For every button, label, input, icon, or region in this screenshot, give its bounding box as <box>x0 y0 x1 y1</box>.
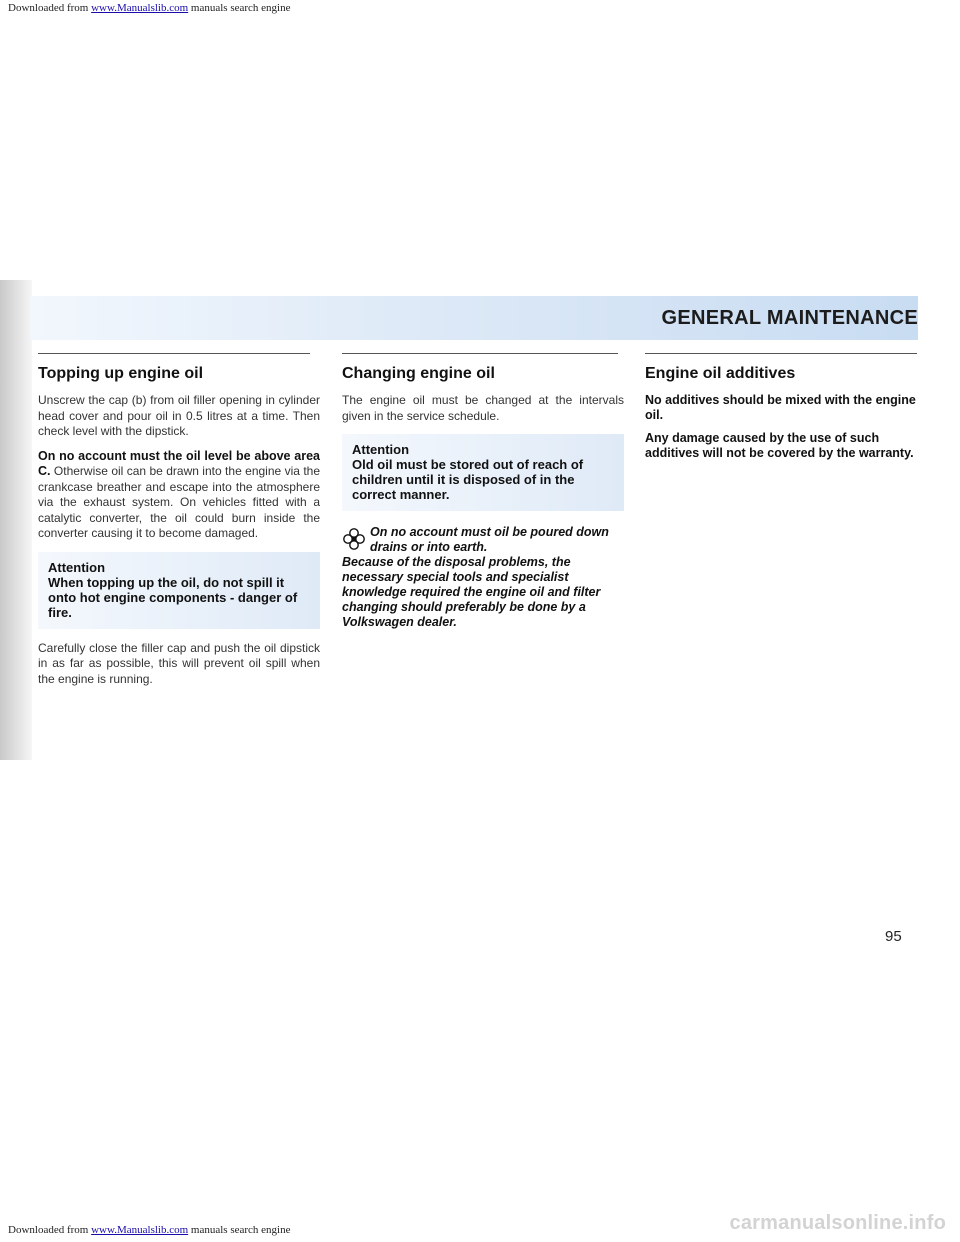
rule-col-3 <box>645 353 917 354</box>
additives-heading: Engine oil additives <box>645 365 796 382</box>
eco-text-2: Because of the disposal problems, the necessary special tools and specialist knowledge required the engine oil and filter changing should preferably be done by a Volkswagen dealer. <box>342 555 601 629</box>
additives-para-2: Any damage caused by the use of such additives will not be covered by the warranty. <box>645 431 914 460</box>
page-edge-shadow <box>0 280 32 760</box>
section-title: GENERAL MAINTENANCE <box>661 307 918 329</box>
footer-watermark: carmanualsonline.info <box>729 1212 946 1234</box>
changing-para-1: The engine oil must be changed at the intervals given in the service schedule. <box>342 393 624 423</box>
top-watermark <box>8 2 290 14</box>
topping-up-para-2 <box>38 449 320 542</box>
bottom-watermark <box>8 1224 290 1236</box>
watermark-prefix: Downloaded from <box>8 2 92 14</box>
column-topping-up <box>38 365 320 696</box>
eco-text-1: On no account must oil be poured down drains or into earth. <box>370 525 609 554</box>
oil-level-warning: On no account must the oil level be above area C. <box>38 448 320 478</box>
manualslib-link[interactable]: www.Manualslib.com <box>91 2 189 14</box>
oil-level-explanation: Otherwise oil can be drawn into the engine via the crankcase breather and escape into the atmosphere via the exhaust system. On vehicles fitted with a catalytic converter, the oil could burn inside the converter causing it to become damaged. <box>38 464 320 540</box>
additives-para-1: No additives should be mixed with the engine oil. <box>645 393 916 422</box>
watermark-prefix: Downloaded from <box>8 1224 92 1236</box>
page-number: 95 <box>885 928 902 945</box>
topping-up-para-3: Carefully close the filler cap and push the oil dipstick in as far as possible, this will prevent oil spill when the engine is running. <box>38 640 320 686</box>
topping-up-para-1: Unscrew the cap (b) from oil filler opening in cylinder head cover and pour oil in 0.5 litres at a time. Then check level with the dipstick. <box>38 393 320 438</box>
rule-col-2 <box>342 353 618 354</box>
attention-box-children <box>342 434 624 511</box>
attention-title: Attention <box>352 442 410 457</box>
attention-title: Attention <box>48 559 106 575</box>
eco-flower-icon <box>342 527 366 551</box>
column-additives <box>645 365 927 469</box>
manualslib-link[interactable]: www.Manualslib.com <box>91 1224 189 1236</box>
watermark-suffix: manuals search engine <box>188 2 291 14</box>
watermark-suffix: manuals search engine <box>188 1224 291 1236</box>
attention-text: When topping up the oil, do not spill it onto hot engine components - danger of fire. <box>48 574 298 620</box>
attention-box-fire <box>38 552 320 629</box>
topping-up-heading: Topping up engine oil <box>38 365 204 382</box>
changing-heading: Changing engine oil <box>342 365 495 382</box>
column-changing <box>342 365 624 630</box>
attention-text: Old oil must be stored out of reach of children until it is disposed of in the correct manner. <box>352 457 584 502</box>
rule-col-1 <box>38 353 310 354</box>
eco-note <box>342 525 624 555</box>
